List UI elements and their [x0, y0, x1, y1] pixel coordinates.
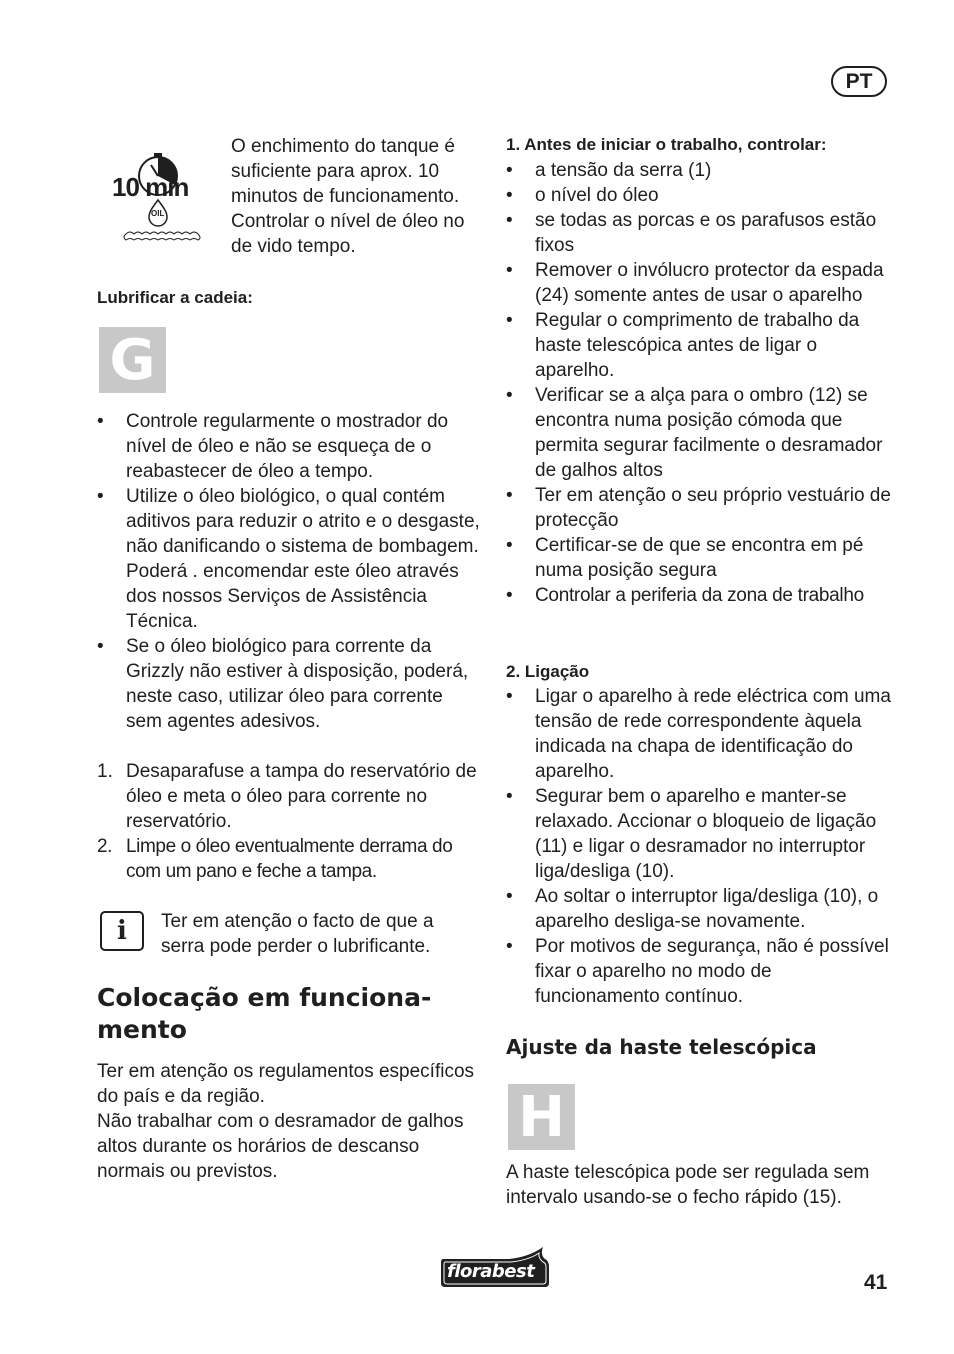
info-note: Ter em atenção o facto de que a serra pode perder o lubrificante.	[161, 911, 434, 957]
startup-heading-line1: Colocação em funciona-	[97, 983, 432, 1012]
telescopic-heading: Ajuste da haste telescópica	[506, 1035, 817, 1059]
list-item	[506, 533, 891, 583]
list-item-text: Se o óleo biológico para corrente da Grizzly não estiver à disposição, poderá, neste caso, utilizar óleo para corrente sem agentes adesivos.	[126, 636, 469, 732]
language-badge	[831, 66, 887, 97]
list-item	[97, 834, 482, 884]
figure-g-box	[99, 327, 166, 393]
bullet-mark: •	[506, 185, 513, 206]
list-item	[506, 784, 891, 884]
list-item	[506, 684, 891, 784]
bullet-mark: •	[506, 485, 513, 506]
startup-heading-line2: mento	[97, 1015, 187, 1044]
list-item-text: Certificar-se de que se encontra em pé numa posição segura	[535, 535, 864, 581]
step-number: 2.	[97, 836, 113, 857]
list-item-text: se todas as porcas e os parafusos estão fixos	[535, 210, 877, 256]
list-item-text: Regular o comprimento de trabalho da haste telescópica antes de ligar o aparelho.	[535, 310, 860, 381]
bullet-mark: •	[97, 411, 104, 432]
list-item	[97, 759, 482, 834]
list-item	[506, 208, 891, 258]
list-item	[506, 158, 891, 183]
list-item	[506, 383, 891, 483]
bullet-mark: •	[506, 385, 513, 406]
list-item-text: Verificar se a alça para o ombro (12) se encontra numa posição cómoda que permita segurar facilmente o desramador de galhos altos	[535, 385, 883, 481]
list-item-text: Ter em atenção o seu próprio vestuário de protecção	[535, 485, 891, 531]
figure-h-letter: H	[518, 1084, 565, 1150]
brand-logo	[439, 1245, 551, 1289]
bullet-mark: •	[506, 160, 513, 181]
startup-paragraph-1: Ter em atenção os regulamentos específicos do país e da região.	[97, 1061, 475, 1107]
bullet-mark: •	[506, 786, 513, 807]
before-work-bullets	[506, 158, 891, 608]
oil-label: OIL	[151, 209, 165, 218]
list-item-text: Controle regularmente o mostrador do nível de óleo e não se esqueça de o reabastecer de óleo a tempo.	[126, 411, 449, 482]
list-item	[506, 884, 891, 934]
lubricate-label: Lubrificar a cadeia:	[97, 288, 253, 307]
language-badge-label: PT	[845, 70, 873, 93]
list-item-text: Limpe o óleo eventualmente derrama do com um pano e feche a tampa.	[126, 836, 453, 882]
list-item-text: Utilize o óleo biológico, o qual contém aditivos para reduzir o atrito e o desgaste, não danificando o sistema de bombagem. Poderá . encomendar este óleo através dos nossos Serviços de Assistência Técnica.	[126, 486, 480, 632]
connection-bullets	[506, 684, 891, 1009]
bullet-mark: •	[506, 210, 513, 231]
step-number: 1.	[97, 761, 113, 782]
list-item	[506, 258, 891, 308]
list-item-text: Por motivos de segurança, não é possível fixar o aparelho no modo de funcionamento contínuo.	[535, 936, 889, 1007]
bullet-mark: •	[506, 886, 513, 907]
list-item-text: Segurar bem o aparelho e manter-se relaxado. Accionar o bloqueio de ligação (11) e ligar o desramador no interruptor liga/desliga (10).	[535, 786, 877, 882]
bullet-mark: •	[506, 936, 513, 957]
lubricate-bullets	[97, 409, 482, 734]
connection-label: 2. Ligação	[506, 662, 590, 681]
brand-logo-text: florabest	[447, 1261, 535, 1282]
list-item-text: Remover o invólucro protector da espada (24) somente antes de usar o aparelho	[535, 260, 884, 306]
list-item	[506, 483, 891, 533]
bullet-mark: •	[97, 486, 104, 507]
list-item	[97, 484, 482, 634]
list-item-text: Ligar o aparelho à rede eléctrica com uma tensão de rede correspondente àquela indicada na chapa de identificação do aparelho.	[535, 686, 891, 782]
bullet-mark: •	[506, 260, 513, 281]
figure-h-box	[508, 1084, 575, 1150]
bullet-mark: •	[506, 310, 513, 331]
oil-timer-icon	[108, 152, 206, 248]
list-item-text: Controlar a periferia da zona de trabalho	[535, 585, 864, 606]
list-item-text: a tensão da serra (1)	[535, 160, 712, 181]
startup-heading	[97, 982, 431, 1046]
bullet-mark: •	[506, 585, 513, 606]
page-number: 41	[864, 1271, 888, 1294]
figure-g-letter: G	[109, 327, 156, 393]
list-item	[506, 183, 891, 208]
list-item-text: Desaparafuse a tampa do reservatório de óleo e meta o óleo para corrente no reservatório.	[126, 761, 477, 832]
list-item	[97, 409, 482, 484]
telescopic-text: A haste telescópica pode ser regulada sem intervalo usando-se o fecho rápido (15).	[506, 1162, 870, 1208]
info-icon	[100, 911, 144, 951]
lubricate-steps	[97, 759, 482, 884]
bullet-mark: •	[506, 686, 513, 707]
list-item-text: Ao soltar o interruptor liga/desliga (10), o aparelho desliga-se novamente.	[535, 886, 879, 932]
bullet-mark: •	[97, 636, 104, 657]
info-icon-glyph: i	[117, 916, 127, 946]
list-item-text: o nível do óleo	[535, 185, 659, 206]
timer-label: 10 min	[112, 172, 189, 202]
list-item	[506, 583, 891, 608]
list-item	[506, 308, 891, 383]
list-item	[506, 934, 891, 1009]
list-item	[97, 634, 482, 734]
before-work-label: 1. Antes de iniciar o trabalho, controlar:	[506, 135, 827, 154]
oil-timer-description: O enchimento do tanque é suficiente para aprox. 10 minutos de funcionamento. Controlar o nível de óleo no de vido tempo.	[231, 136, 465, 257]
startup-paragraph-2: Não trabalhar com o desramador de galhos altos durante os horários de descanso normais ou previstos.	[97, 1111, 464, 1182]
bullet-mark: •	[506, 535, 513, 556]
